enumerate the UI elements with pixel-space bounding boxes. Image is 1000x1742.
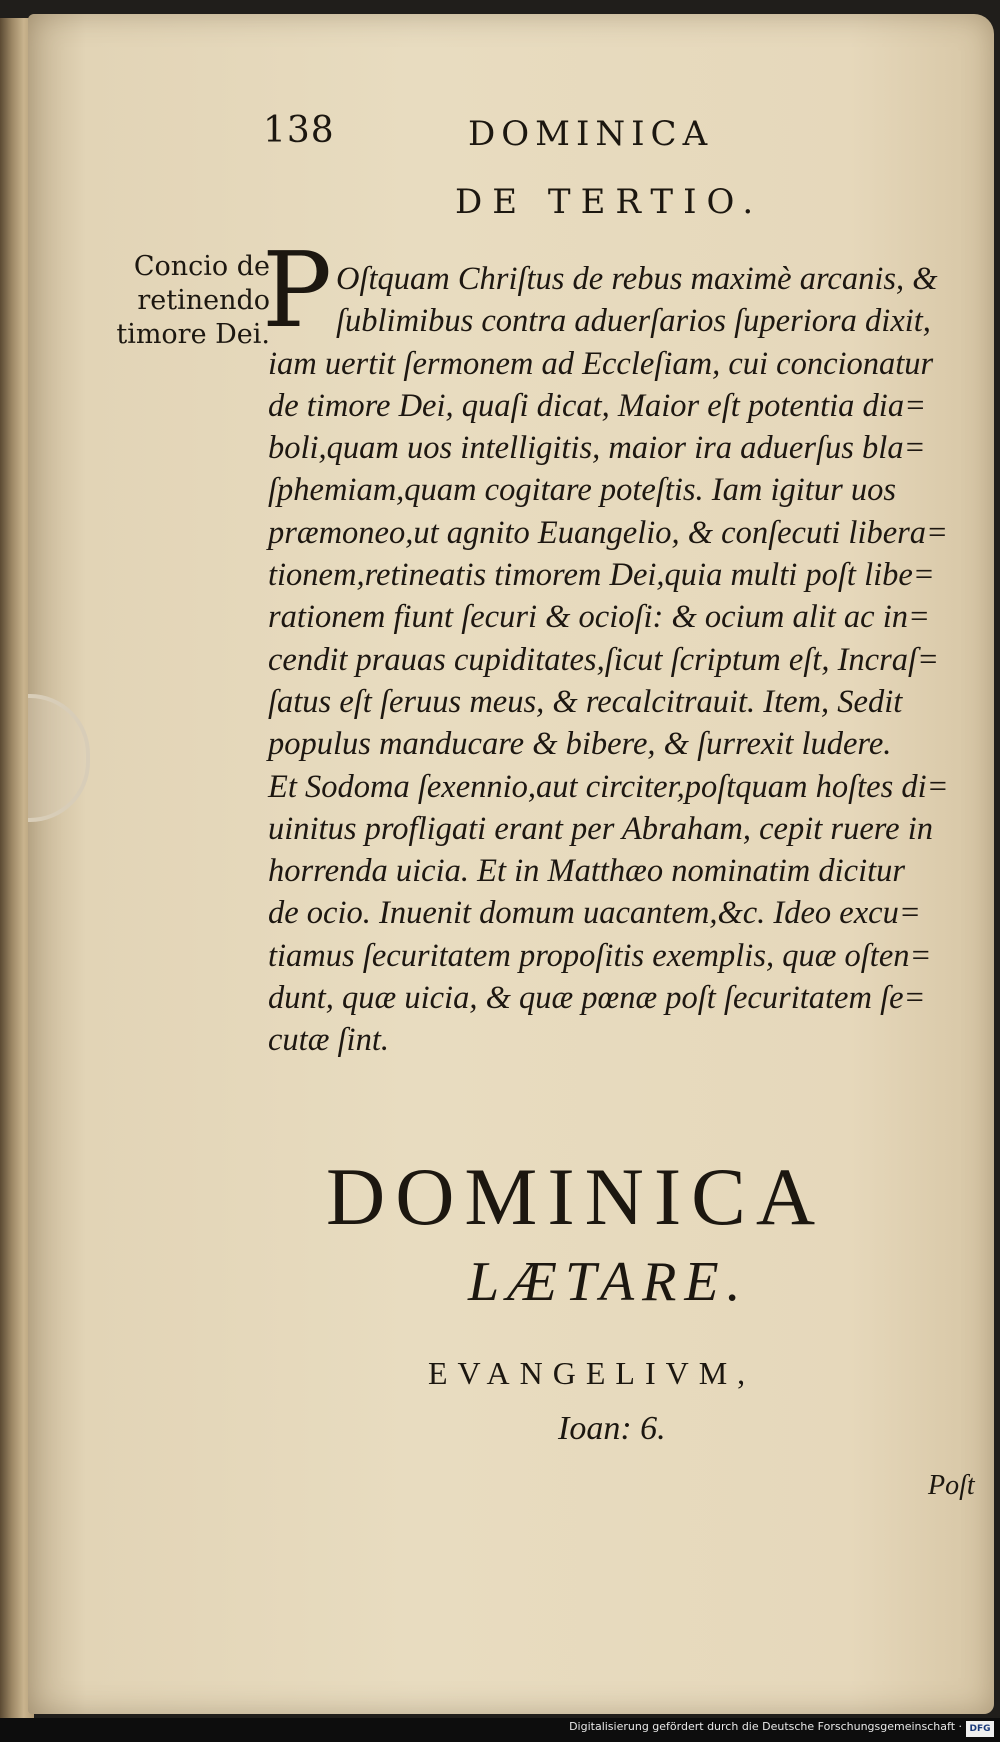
catchword: Poſt	[928, 1470, 975, 1501]
gospel-reference: Ioan: 6.	[558, 1410, 666, 1447]
body-line: tionem,retineatis timorem Dei,quia multi poſt libe=	[268, 557, 935, 594]
body-line: populus manducare & bibere, & ſurrexit ludere.	[268, 726, 892, 763]
page-number: 138	[263, 110, 335, 151]
section-subtitle: DE TERTIO.	[455, 182, 764, 222]
body-line: ſphemiam,quam cogitare poteſtis. Iam igitur uos	[268, 472, 896, 509]
body-line: de timore Dei, quaſi dicat, Maior eſt potentia dia=	[268, 387, 926, 424]
margin-note	[100, 250, 270, 352]
body-text	[268, 258, 978, 1062]
body-line: ſatus eſt ſeruus meus, & recalcitrauit. Item, Sedit	[268, 683, 903, 720]
body-line: horrenda uicia. Et in Matthæo nominatim dicitur	[268, 853, 906, 890]
body-line: boli,quam uos intelligitis, maior ira aduerſus bla=	[268, 430, 926, 467]
page-clip	[28, 694, 90, 822]
margin-note-line: retinendo	[137, 285, 270, 316]
body-line: uinitus profligati erant per Abraham, cepit ruere in	[268, 810, 934, 847]
dfg-logo-icon: DFG	[966, 1721, 994, 1737]
body-line: cendit prauas cupiditates,ſicut ſcriptum eſt, Incraſ=	[268, 641, 939, 678]
running-head-title: DOMINICA	[468, 114, 714, 154]
body-line: de ocio. Inuenit domum uacantem,&c. Ideo excu=	[268, 895, 921, 932]
body-line: ſublimibus contra aduerſarios ſuperiora dixit,	[336, 303, 931, 340]
margin-note-line: timore Dei.	[116, 319, 270, 350]
body-line: præmoneo,ut agnito Euangelio, & conſecuti libera=	[268, 514, 948, 551]
digitization-credit: Digitalisierung gefördert durch die Deutsche Forschungsgemeinschaft ·	[569, 1720, 962, 1733]
section-title: DOMINICA	[326, 1151, 826, 1242]
body-line: cutæ ſint.	[268, 1022, 389, 1059]
body-line: dunt, quæ uicia, & quæ pœnæ poſt ſecuritatem ſe=	[268, 980, 926, 1017]
footer-strip	[0, 1718, 1000, 1742]
margin-note-line: Concio de	[133, 251, 270, 282]
section-title-sub: LÆTARE.	[468, 1251, 749, 1313]
body-line: iam uertit ſermonem ad Eccleſiam, cui concionatur	[268, 345, 934, 382]
body-line: Oſtquam Chriſtus de rebus maximè arcanis, &	[336, 261, 938, 297]
running-head	[0, 110, 1000, 156]
gospel-label: EVANGELIVM,	[428, 1355, 756, 1391]
body-line: tiamus ſecuritatem propoſitis exemplis, quæ oſten=	[268, 937, 932, 974]
drop-cap: P	[262, 229, 332, 351]
body-line: Et Sodoma ſexennio,aut circiter,poſtquam hoſtes di=	[268, 768, 949, 805]
body-line: rationem fiunt ſecuri & ocioſi: & ocium alit ac in=	[268, 599, 930, 636]
